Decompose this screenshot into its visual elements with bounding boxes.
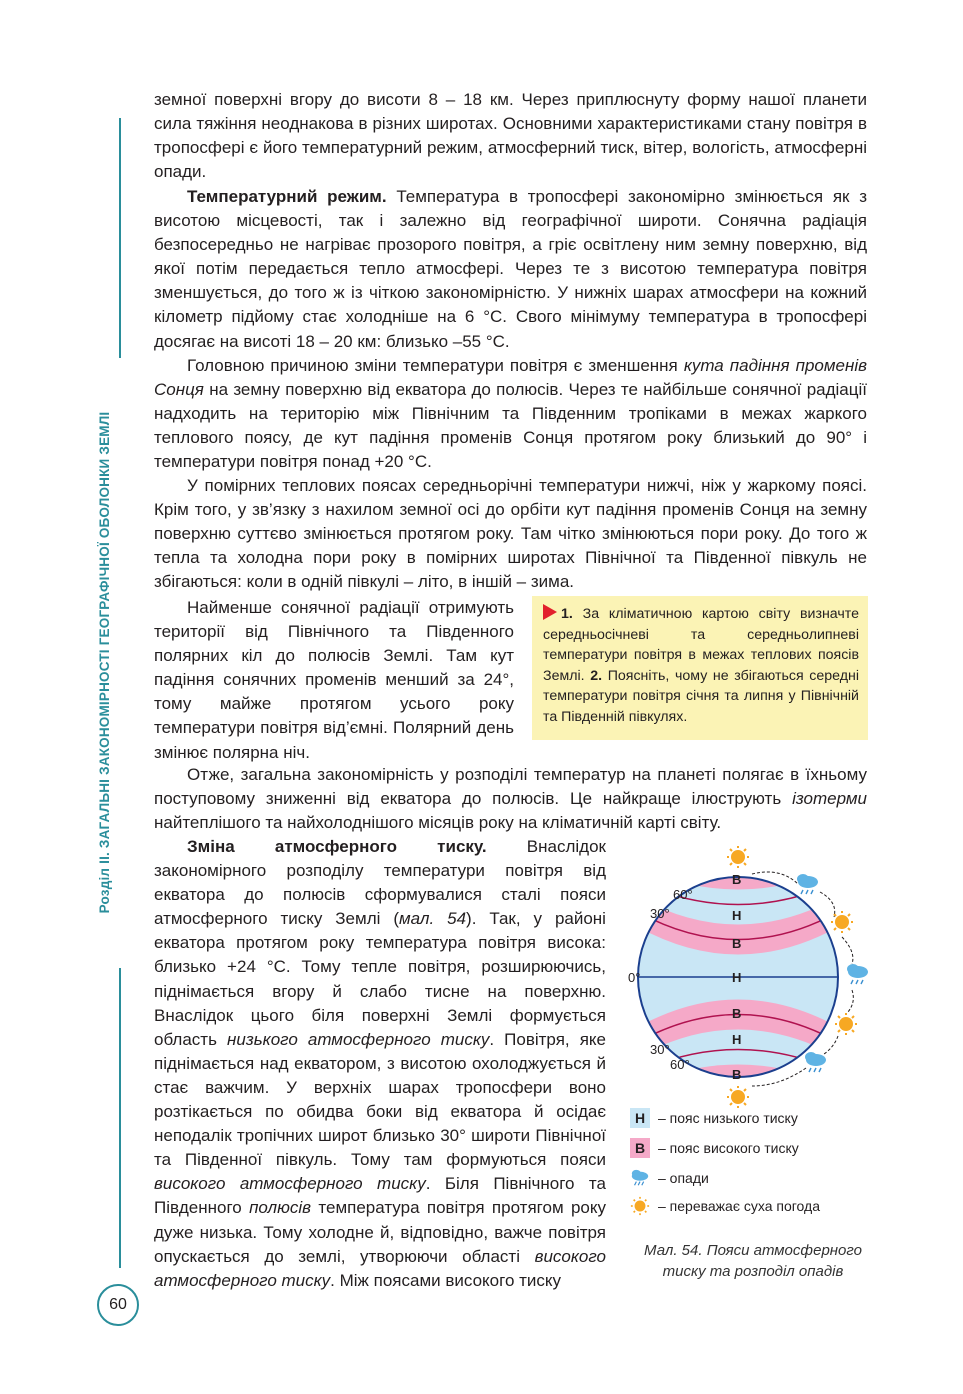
italic-term: низького атмосферного тиску [227, 1029, 490, 1049]
sun-icon [835, 1013, 857, 1035]
text-run: . Повітря, яке піднімається над екватором, з висотою охолоджується й стає важчим. У верхніх шарах тропосфери воно розтікається по обидва боки від екватора й осідає неподалік тропічних широт близько 30° широти Північної та Південної півкуль. Тому там формуються пояси [154, 1029, 606, 1170]
paragraph-text: Температура в тропосфері закономірно змінюється як з висотою місцевості, так і залежно від географічної широти. Сонячна радіація безпосередньо не нагріває прозорого повітря, а гріє освітлену ним земну поверхню, від якої потім передається тепло атмосфері. Через те з висотою температура повітря зменшується, до того ж із чіткою закономірністю. У нижніх шарах атмосфери на кожний кілометр підйому стає холодніше на 6 °С. Свого мінімуму температура в тропосфері досягає на висоті 18 – 20 км: близько –55 °С. [154, 187, 867, 351]
latitude-label: 60° [673, 887, 693, 902]
heading-temperature: Температурний режим. [187, 187, 387, 206]
text-run: Головною причиною зміни температури повітря є зменшення [187, 356, 684, 375]
italic-term: кута падіння променів Сонця [154, 356, 867, 400]
rain-cloud-icon [630, 1168, 650, 1188]
paragraph-sun-angle [154, 354, 867, 474]
paragraph-pressure [154, 835, 606, 1293]
section-title: Розділ ІІ. ЗАГАЛЬНІ ЗАКОНОМІРНОСТІ ГЕОГРАФІЧНОЇ ОБОЛОНКИ ЗЕМЛІ [97, 411, 112, 914]
side-rule-top [119, 118, 121, 358]
paragraph-text: земної поверхні вгору до висоти 8 – 18 км. Через приплюснуту форму нашої планети сила тяжіння неоднакова в різних широтах. Основними характеристиками стану повітря в тропосфері є його температурний режим, атмосферний тиск, вітер, вологість, атмосферні опади. [154, 90, 867, 182]
paragraph-temperature [154, 185, 867, 354]
paragraph-text: Найменше сонячної радіації отримують території від Північного та Південного полярних кіл до полюсів Землі. Там кут падіння сонячних променів менший за 24°, тому майже протягом усього року температури повітря від’ємні. Полярний день змінює полярна ніч. [154, 598, 514, 762]
legend-swatch-high: В [630, 1138, 650, 1158]
task-number: 1. [561, 606, 573, 622]
flag-icon [543, 604, 557, 620]
belt-label: В [732, 936, 742, 951]
belt-label: Н [732, 970, 742, 985]
rain-cloud-icon [847, 964, 868, 984]
legend-label: – пояс високого тиску [658, 1140, 799, 1156]
latitude-label: 30° [650, 1042, 670, 1057]
paragraph-text: У помірних теплових поясах середньорічні температури нижчі, ніж у жаркому поясі. Крім того, у зв’язку з нахилом земної осі до орбіти кут падіння променів Сонця на земну поверхню суттєво змінюється протягом року. Там чітко змінюються пори року. До того ж тепла та холодна пори року в помірних широтах Північної та Південної півкуль не збігаються: коли в одній півкулі – літо, в іншій – зима. [154, 476, 867, 592]
figure-reference: мал. 54 [398, 909, 467, 929]
italic-term: високого атмосферного тиску [154, 1246, 606, 1290]
latitude-label: 0° [628, 970, 641, 985]
belt-label: Н [732, 1032, 742, 1047]
legend-label: – переважає суха погода [658, 1198, 820, 1214]
text-run: Внаслідок закономірного розподілу температури повітря від екватора до полюсів сформувалися сталі пояси атмосферного тиску Землі ( [154, 837, 606, 929]
text-run: . Біля Північного та Південного [154, 1174, 606, 1218]
belt-label: В [732, 1006, 742, 1021]
text-run: Отже, загальна закономірність у розподілі температур на планеті полягає в їхньому поступовому зниженні від екватора до полюсів. Це найкраще ілюструють [154, 765, 867, 809]
paragraph-polar [154, 596, 514, 765]
latitude-label: 60° [670, 1057, 690, 1072]
legend-swatch-low: Н [630, 1108, 650, 1128]
paragraph-summary [154, 763, 867, 835]
belt-label: В [732, 872, 742, 887]
sun-icon [727, 1086, 749, 1108]
belt-label: В [732, 1067, 742, 1082]
side-rule-bottom [119, 968, 121, 1268]
circulation-arrow [824, 1036, 838, 1054]
task-number: 2. [590, 667, 603, 684]
task-text [543, 604, 859, 727]
figure-caption: Мал. 54. Пояси атмосферного тиску та розподіл опадів [644, 1242, 862, 1280]
belt-label: Н [732, 908, 742, 923]
legend-label: – пояс низького тиску [658, 1110, 798, 1126]
sun-icon [630, 1196, 650, 1216]
heading-pressure: Зміна атмосферного тиску. [187, 837, 487, 856]
sun-icon [831, 911, 853, 933]
italic-term: полюсів [249, 1198, 312, 1218]
text-run: температура повітря протягом року дуже низька. Тому холодне й, відповідно, важче повітря опускається до землі, утворюючи області [154, 1198, 607, 1266]
paragraph-temperate [154, 474, 867, 594]
sun-icon [727, 846, 749, 868]
text-run: на земну поверхню від екватора до полюсів. Через те найбільше сонячної радіації надходить на територію між Північним та Південним тропіками в межах жаркого теплового поясу, де кут падіння променів Сонця протягом року близький до 90° і температури повітря понад +20 °С. [154, 380, 867, 472]
task-box [532, 596, 868, 740]
rain-cloud-icon [805, 1052, 826, 1072]
legend-label: – опади [658, 1170, 709, 1186]
paragraph-intro [154, 88, 867, 184]
task-question: Поясніть, чому не збігаються середні температури повітря січня та липня у Північній та Південній півкулях. [543, 667, 859, 725]
circulation-arrow [848, 990, 853, 1012]
italic-term: ізотерми [792, 789, 867, 809]
page-number: 60 [97, 1284, 139, 1326]
text-run: найтеплішого та найхолоднішого місяців року на кліматичній карті світу. [154, 813, 722, 833]
rain-cloud-icon [797, 874, 818, 894]
latitude-label: 30° [650, 906, 670, 921]
circulation-arrow [842, 937, 853, 964]
text-run: . Між поясами високого тиску [330, 1270, 562, 1290]
text-run: ). Так, у районі екватора протягом року температура повітря висока: близько +24 °С. Тому тепле повітря, розширюючись, піднімається вгору й слабо тисне на поверхню. Внаслідок цього біля поверхні Землі формується область [154, 909, 606, 1049]
circulation-arrow [820, 892, 835, 917]
task-question: За кліматичною картою світу визначте середньосічневі та середньолипневі температури повітря в межах теплових поясів Землі. [543, 606, 859, 684]
italic-term: високого атмосферного тиску [154, 1174, 426, 1194]
pressure-belts-diagram [620, 842, 870, 1112]
